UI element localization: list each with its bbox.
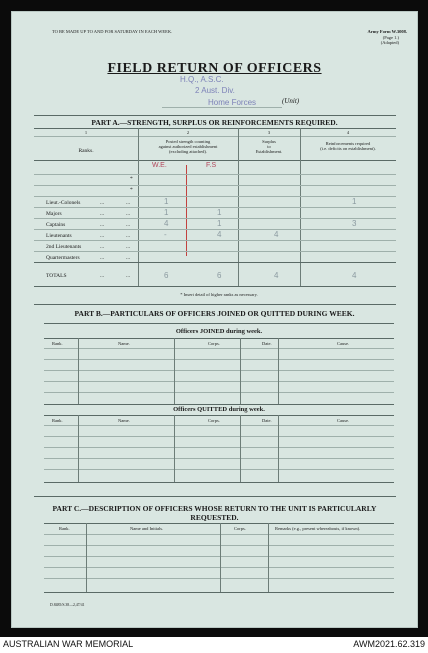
rank-row-4: Captains [46, 222, 66, 228]
made-up-note: TO BE MADE UP TO AND FOR SATURDAY IN EACH WEEK. [52, 29, 173, 34]
col-header-posted-2: against authorized establishment [158, 144, 218, 149]
rank-row-0: * [130, 176, 133, 182]
joined-col-date: Date. [262, 341, 272, 346]
totals-reinf: 4 [352, 271, 357, 280]
we-value-row-4: 4 [164, 219, 169, 228]
rank-row-5: Lieutenants [46, 233, 72, 239]
joined-col-cause: Cause. [337, 341, 350, 346]
col-header-posted-1: Posted strength counting [165, 139, 211, 144]
unit-stamp-line1: H.Q., A.S.C. [180, 75, 224, 84]
part-a-footnote: * Insert detail of higher ranks as necessary. [180, 292, 258, 297]
army-form-number: Army Form W.3008. [367, 29, 407, 34]
fs-value-row-3: 1 [217, 208, 222, 217]
form-sheet: TO BE MADE UP TO AND FOR SATURDAY IN EACH WEEK. Army Form W.3008. (Page 1.) (Adapted) FIELD RETURN OF OFFICERS H.Q., A.S.C. 2 Aust. Div. Home Forces (Unit) PART A.—STRENGTH, SURPLUS OR REINFORCEMENTS REQUIRED. 1 2 3 4 Ranks. Posted strength counting against authorized establishment (excluding attached). Surplus to Establishment. Reinforcements required (i.e. deficits on establishment). W.E. F.S * * Lieut.-Colonels ... ... Majors ... ... Captains ... ... Lieutenants ... ... 2nd Lieutenants ... ... Quartermasters ... ... 1 1 1 1 4 1 3 - 4 4 TOTALS ... ... 6 6 4 4 * Insert detail of higher ranks as necessary. PART B.—PARTICULARS OF OFFICERS JOINED OR QUITTED DURING WEEK. Officers JOINED during week. Rank. Name. Corps. Date. Cause. Officers QUITTED during week. Rank. Name. Corps. Date. Cause. PART C.—DESCRIPTION OF OFFICERS WHOSE RETURN TO THE UNIT IS PARTICULARLY REQUESTED. Rank. Name and Initials. Corps. Remarks (e.g., present whereabouts, if known). D.8485/S.38—2,47/41 [11, 11, 418, 628]
rank-row-2: Lieut.-Colonels [46, 200, 81, 206]
fs-value-row-5: 4 [217, 230, 222, 239]
joined-col-corps: Corps. [208, 341, 220, 346]
archive-footer [0, 637, 428, 653]
we-value-row-3: 1 [164, 208, 169, 217]
fs-value-row-4: 1 [217, 219, 222, 228]
reinf-value-row-4: 3 [352, 219, 357, 228]
col-header-surplus-1: Surplus [262, 139, 276, 144]
col-number-2: 2 [186, 130, 190, 135]
archive-accession-number: AWM2021.62.319 [353, 639, 425, 649]
joined-title: Officers JOINED during week. [175, 328, 263, 335]
subheader-we: W.E. [152, 162, 167, 169]
quitted-col-corps: Corps. [208, 418, 220, 423]
col-header-reinf-1: Reinforcements required [325, 141, 371, 146]
we-value-row-5: - [164, 230, 167, 239]
col-header-surplus-3: Establishment. [255, 149, 283, 154]
rank-row-6: 2nd Lieutenants [46, 244, 82, 250]
totals-label: TOTALS [46, 273, 67, 279]
col-header-ranks: Ranks. [78, 148, 94, 154]
quitted-col-name: Name. [118, 418, 130, 423]
joined-col-name: Name. [118, 341, 130, 346]
joined-col-rank: Rank. [52, 341, 63, 346]
col-header-surplus-2: to [267, 144, 271, 149]
quitted-col-rank: Rank. [52, 418, 63, 423]
page-number: (Page 1.) [382, 35, 399, 40]
rank-row-7: Quartermasters [46, 255, 80, 261]
part-c-col-remarks: Remarks (e.g., present whereabouts, if known). [275, 526, 361, 531]
col-number-3: 3 [267, 130, 271, 135]
part-c-heading-2: REQUESTED. [190, 513, 239, 522]
rank-row-3: Majors [46, 211, 62, 217]
col-number-1: 1 [84, 130, 88, 135]
col-header-reinf-2: (i.e. deficits on establishment). [320, 146, 376, 151]
quitted-col-date: Date. [262, 418, 272, 423]
unit-stamp-line2: 2 Aust. Div. [195, 86, 235, 95]
col-header-posted-3: (excluding attached). [169, 149, 207, 154]
part-c-col-name: Name and Initials. [130, 526, 164, 531]
part-c-col-rank: Rank. [59, 526, 70, 531]
we-value-row-2: 1 [164, 197, 169, 206]
part-b-heading: PART B.—PARTICULARS OF OFFICERS JOINED OR QUITTED DURING WEEK. [74, 309, 355, 318]
col-number-4: 4 [346, 130, 350, 135]
part-c-col-corps: Corps. [234, 526, 246, 531]
subheader-fs: F.S [206, 162, 217, 169]
part-a-heading: PART A.—STRENGTH, SURPLUS OR REINFORCEMENTS REQUIRED. [91, 118, 338, 127]
surplus-value-row-5: 4 [274, 230, 279, 239]
quitted-title: Officers QUITTED during week. [173, 406, 265, 413]
totals-we: 6 [164, 271, 169, 280]
archive-name: AUSTRALIAN WAR MEMORIAL [3, 639, 134, 649]
page-title: FIELD RETURN OF OFFICERS [107, 61, 322, 76]
print-code: D.8485/S.38—2,47/41 [50, 603, 85, 607]
totals-fs: 6 [217, 271, 222, 280]
unit-stamp-line3: Home Forces [208, 98, 257, 107]
rank-row-1: * [130, 187, 133, 193]
part-c-heading-1: PART C.—DESCRIPTION OF OFFICERS WHOSE RETURN TO THE UNIT IS PARTICULARLY [52, 504, 377, 513]
unit-label: (Unit) [282, 97, 300, 105]
quitted-col-cause: Cause. [337, 418, 350, 423]
reinf-value-row-2: 1 [352, 197, 357, 206]
adapted-note: (Adapted) [380, 40, 399, 45]
totals-surplus: 4 [274, 271, 279, 280]
